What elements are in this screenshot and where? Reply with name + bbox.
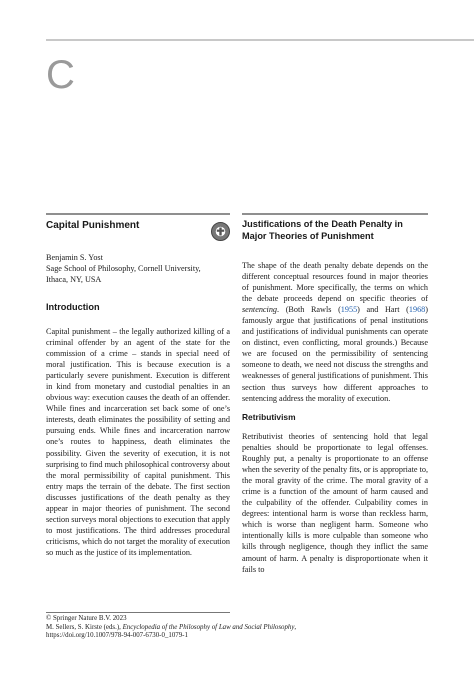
affiliation-line-2: Ithaca, NY, USA [46,275,102,284]
citation-line [46,624,446,633]
citation-link-rawls[interactable]: 1955 [340,305,358,315]
footer-rule [46,612,230,613]
left-column [46,213,230,558]
retributivism-heading: Retributivism [242,411,296,422]
footer [46,612,446,641]
citation-text: M. Sellers, S. Kirste (eds.), [46,623,123,631]
para-text: The shape of the death penalty debate depends on the different conceptual resources found in major theories of punishment. More specifically, the terms on which the debate proceeds depend on specific theories of [242,261,428,304]
crossmark-icon[interactable] [211,222,230,241]
right-column [242,213,428,575]
section-letter: C [46,53,75,97]
justifications-heading: Justifications of the Death Penalty in Major Theories of Punishment [242,219,403,241]
affiliation-line-1: Sage School of Philosophy, Cornell University, [46,264,201,273]
citation-link-hart[interactable]: 1968 [408,305,426,315]
doi-link[interactable]: https://doi.org/10.1007/978-94-007-6730-0_1079-1 [46,632,188,640]
author-name: Benjamin S. Yost [46,253,103,262]
emphasis-text: sentencing [242,305,278,315]
para-text: . (Both Rawls ( [277,305,341,315]
introduction-heading: Introduction [46,302,100,312]
retributivism-paragraph: Retributivist theories of sentencing hold that legal penalties should be proportionate to legal offenses. Roughly put, a penalty is proportionate to an offense when the severity of the penalty fits, or is appropriate to, the moral gravity of the crime. The moral gravity of a crime is a function of the amount of harm caused and the culpability of the offender. Culpability comes in degrees: intentional harm is worse than reckless harm, which is worse than negligent harm. Someone who intentionally kills is more culpable than someone who kills through negligence, though they inflict the same amount of harm. A penalty is disproportionate when it fails to [242,432,428,574]
entry-title: Capital Punishment [46,220,140,231]
entry-header [46,219,230,241]
para-text: ) famously argue that justifications of penal institutions and justifications of individual punishments can operate on distinct, even conflicting, moral grounds.) Because we are focused on the permissibility of sentencing someone to death, we need not discuss the strengths and weaknesses of general justifications of punishment. This section thus surveys how different approaches to sentencing address the morality of execution. [242,305,428,403]
copyright-line: © Springer Nature B.V. 2023 [46,615,127,622]
column-rule [46,213,230,215]
citation-book-title: Encyclopedia of the Philosophy of Law and Social Philosophy [122,623,295,631]
introduction-paragraph: Capital punishment – the legally authorized killing of a criminal offender by an agent of the state for the commission of a crime – stands in special need of moral justification. This is because execution is a particularly severe punishment. Execution is different in kind from monetary and custodial penalties in an obvious way: execution causes the death of an offender. While fines and incarceration set back some of one’s interests, death eliminates the possibility of setting and pursuing ends. While fines and incarceration narrow one’s routes to happiness, death eliminates the possibility. Given the severity of execution, it is not surprising to find much philosophical controversy about the moral permissibility of capital punishment. This entry maps the terrain of the debate. The first section discusses justifications of the death penalty as they appear in major theories of punishment. The second section surveys moral objections to execution that apply to most justifications. The third addresses procedural criticisms, which do not target the morality of execution so much as the justice of its implementation. [46,327,230,557]
justifications-paragraph [242,260,428,404]
citation-text: , [294,623,297,631]
column-rule [242,213,428,215]
para-text: ) and Hart ( [357,305,409,315]
top-rule [46,39,474,41]
